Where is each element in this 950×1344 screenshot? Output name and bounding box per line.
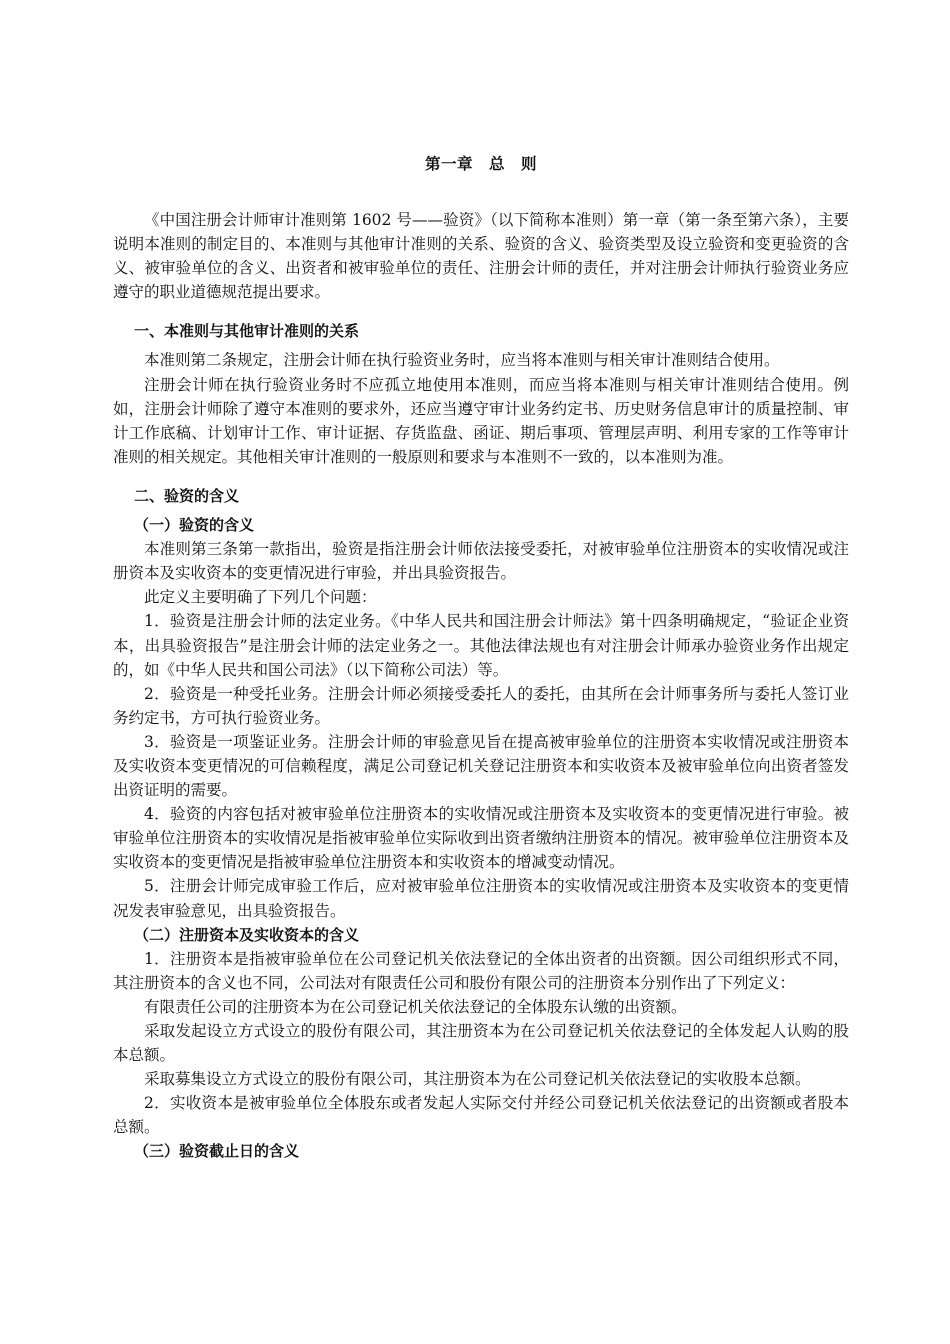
- subsection2-paragraph: 有限责任公司的注册资本为在公司登记机关依法登记的全体股东认缴的出资额。: [144, 997, 687, 1016]
- document-body: [113, 153, 849, 1164]
- subsection2-paragraph: 1．注册资本是指被审验单位在公司登记机关依法登记的全体出资者的出资额。因公司组织形式不同，其注册资本的含义也不同，公司法对有限责任公司和股份有限公司的注册资本分别作出了下列定义：: [113, 949, 849, 992]
- subsection1-list-item: 2．验资是一种受托业务。注册会计师必须接受委托人的委托，由其所在会计师事务所与委托人签订业务约定书，方可执行验资业务。: [113, 684, 849, 727]
- subsection2-paragraph: 2．实收资本是被审验单位全体股东或者发起人实际交付并经公司登记机关依法登记的出资额或者股本总额。: [113, 1094, 849, 1137]
- subsection-heading-1: （一）验资的含义: [134, 516, 255, 535]
- subsection-heading-2: （二）注册资本及实收资本的含义: [134, 925, 360, 944]
- subsection1-paragraph: 本准则第三条第一款指出，验资是指注册会计师依法接受委托，对被审验单位注册资本的实收情况或注册资本及实收资本的变更情况进行审验，并出具验资报告。: [113, 540, 849, 583]
- subsection1-list-item: 3．验资是一项鉴证业务。注册会计师的审验意见旨在提高被审验单位的注册资本实收情况或注册资本及实收资本变更情况的可信赖程度，满足公司登记机关登记注册资本和实收资本及被审验单位向出资者签发出资证明的需要。: [113, 732, 849, 800]
- subsection-heading-3: （三）验资截止日的含义: [134, 1142, 300, 1161]
- section-heading-2: 二、验资的含义: [134, 486, 240, 505]
- section-heading-1: 一、本准则与其他审计准则的关系: [134, 322, 360, 341]
- subsection1-paragraph: 此定义主要明确了下列几个问题：: [144, 588, 377, 607]
- subsection2-paragraph: 采取募集设立方式设立的股份有限公司，其注册资本为在公司登记机关依法登记的实收股本总额。: [144, 1070, 811, 1089]
- subsection1-list-item: 4．验资的内容包括对被审验单位注册资本的实收情况或注册资本及实收资本的变更情况进行审验。被审验单位注册资本的实收情况是指被审验单位实际收到出资者缴纳注册资本的情况。被审验单位注册资本及实收资本的变更情况是指被审验单位注册资本和实收资本的增减变动情况。: [113, 805, 849, 872]
- subsection2-paragraph: 采取发起设立方式设立的股份有限公司，其注册资本为在公司登记机关依法登记的全体发起人认购的股本总额。: [113, 1022, 849, 1065]
- section1-paragraph: 注册会计师在执行验资业务时不应孤立地使用本准则，而应当将本准则与相关审计准则结合使用。例如，注册会计师除了遵守本准则的要求外，还应当遵守审计业务约定书、历史财务信息审计的质量控制、审计工作底稿、计划审计工作、审计证据、存货监盘、函证、期后事项、管理层声明、利用专家的工作等审计准则的相关规定。其他相关审计准则的一般原则和要求与本准则不一致的，以本准则为准。: [113, 375, 849, 466]
- subsection1-list-item: 5．注册会计师完成审验工作后，应对被审验单位注册资本的实收情况或注册资本及实收资本的变更情况发表审验意见，出具验资报告。: [113, 877, 849, 920]
- section1-paragraph: 本准则第二条规定，注册会计师在执行验资业务时，应当将本准则与相关审计准则结合使用。: [144, 351, 780, 370]
- subsection1-list-item: 1．验资是注册会计师的法定业务。《中华人民共和国注册会计师法》第十四条明确规定，“验证企业资本，出具验资报告”是注册会计师的法定业务之一。其他法律法规也有对注册会计师承办验资业务作出规定的，如《中华人民共和国公司法》（以下简称公司法）等。: [113, 612, 849, 679]
- intro-paragraph: 《中国注册会计师审计准则第 1602 号——验资》（以下简称本准则）第一章（第一条至第六条），主要说明本准则的制定目的、本准则与其他审计准则的关系、验资的含义、验资类型及设立验资和变更验资的含义、被审验单位的含义、出资者和被审验单位的责任、注册会计师的责任，并对注册会计师执行验资业务应遵守的职业道德规范提出要求。: [113, 211, 849, 302]
- chapter-title: 第一章 总 则: [424, 155, 537, 173]
